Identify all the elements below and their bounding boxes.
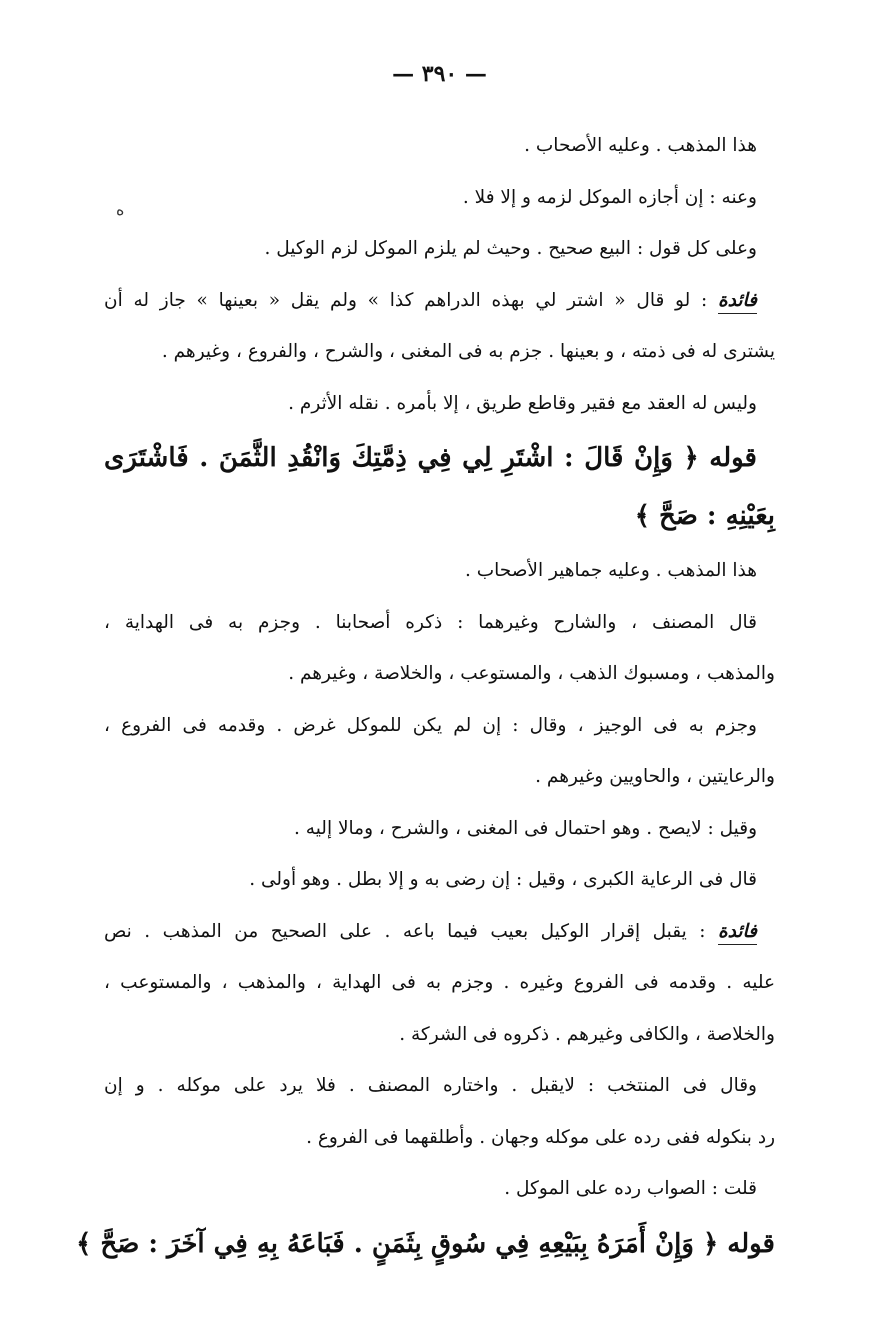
line-text: وليس له العقد مع فقير وقاطع طريق ، إلا بأمره . نقله الأثرم . bbox=[288, 392, 757, 414]
line-text: قلت : الصواب رده على الموكل . bbox=[504, 1178, 757, 1199]
text-line bbox=[104, 957, 775, 1009]
heading-line bbox=[104, 487, 775, 545]
text-line bbox=[104, 648, 775, 700]
text-line bbox=[104, 751, 775, 803]
margin-mark: ه bbox=[116, 200, 125, 219]
text-line bbox=[104, 1163, 775, 1215]
line-text: قال فى الرعاية الكبرى ، وقيل : إن رضى به و إلا بطل . وهو أولى . bbox=[249, 869, 757, 890]
line-text: والمذهب ، ومسبوك الذهب ، والمستوعب ، والخلاصة ، وغيرهم . bbox=[288, 663, 775, 684]
line-text: هذا المذهب . وعليه جماهير الأصحاب . bbox=[464, 560, 757, 581]
line-text: وقال فى المنتخب : لايقبل . واختاره المصنف . فلا يرد على موكله . و إن bbox=[104, 1075, 757, 1096]
text-line bbox=[104, 275, 775, 327]
text-line bbox=[104, 854, 775, 906]
text-line bbox=[104, 545, 775, 597]
line-text: والخلاصة ، والكافى وغيرهم . ذكروه فى الشركة . bbox=[399, 1023, 775, 1045]
line-text: عليه . وقدمه فى الفروع وغيره . وجزم به فى الهداية ، والمذهب ، والمستوعب ، bbox=[104, 972, 775, 993]
faida-label: فائدة bbox=[718, 290, 757, 314]
heading-line bbox=[76, 1215, 775, 1273]
text-line bbox=[104, 803, 775, 855]
line-text: وعنه : إن أجازه الموكل لزمه و إلا فلا . bbox=[462, 186, 757, 208]
line-text: بِعَيْنِهِ : صَحَّ ﴾ bbox=[634, 501, 775, 531]
line-text: قال المصنف ، والشارح وغيرهما : ذكره أصحابنا . وجزم به فى الهداية ، bbox=[104, 611, 757, 633]
line-text: يشترى له فى ذمته ، و بعينها . جزم به فى المغنى ، والشرح ، والفروع ، وغيرهم . bbox=[161, 341, 775, 362]
text-line bbox=[104, 906, 775, 958]
text-line bbox=[104, 700, 775, 752]
text-line bbox=[104, 1060, 775, 1112]
qawluhu-label: قوله bbox=[727, 1228, 775, 1259]
qawluhu-label: قوله bbox=[709, 443, 757, 473]
text-body bbox=[76, 120, 775, 1273]
text-line bbox=[104, 378, 775, 430]
text-line bbox=[104, 120, 775, 172]
text-line bbox=[104, 223, 775, 275]
line-text: وعلى كل قول : البيع صحيح . وحيث لم يلزم الموكل لزم الوكيل . bbox=[264, 238, 757, 259]
line-text: ﴿ وَإِنْ قَالَ : اشْتَرِ لِي فِي ذِمَّتِكَ وَانْقُدِ الثَّمَنَ . فَاشْتَرَى bbox=[104, 443, 710, 473]
line-text: : يقبل إقرار الوكيل بعيب فيما باعه . على الصحيح من المذهب . نص bbox=[104, 920, 718, 942]
heading-line bbox=[104, 429, 775, 487]
text-line bbox=[104, 1112, 775, 1164]
text-line bbox=[104, 597, 775, 649]
text-line bbox=[104, 326, 775, 378]
line-text: والرعايتين ، والحاويين وغيرهم . bbox=[535, 766, 775, 787]
line-text: وجزم به فى الوجيز ، وقال : إن لم يكن للموكل غرض . وقدمه فى الفروع ، bbox=[104, 714, 757, 736]
text-line bbox=[104, 172, 775, 224]
line-text: رد بنكوله ففى رده على موكله وجهان . وأطلقهما فى الفروع . bbox=[306, 1126, 775, 1148]
line-text: : لو قال « اشتر لي بهذه الدراهم كذا » ولم يقل « بعينها » جاز له أن bbox=[104, 289, 718, 311]
page-number: — ٣٩٠ — bbox=[392, 61, 487, 87]
line-text: ﴿ وَإِنْ أَمَرَهُ بِبَيْعِهِ فِي سُوقٍ بِثَمَنٍ . فَبَاعَهُ بِهِ فِي آخَرَ : صَحَّ ﴾ bbox=[76, 1228, 728, 1259]
faida-label: فائدة bbox=[718, 921, 757, 945]
line-text: وقيل : لايصح . وهو احتمال فى المغنى ، والشرح ، ومالا إليه . bbox=[294, 817, 757, 839]
text-line bbox=[104, 1009, 775, 1061]
line-text: هذا المذهب . وعليه الأصحاب . bbox=[524, 135, 757, 156]
